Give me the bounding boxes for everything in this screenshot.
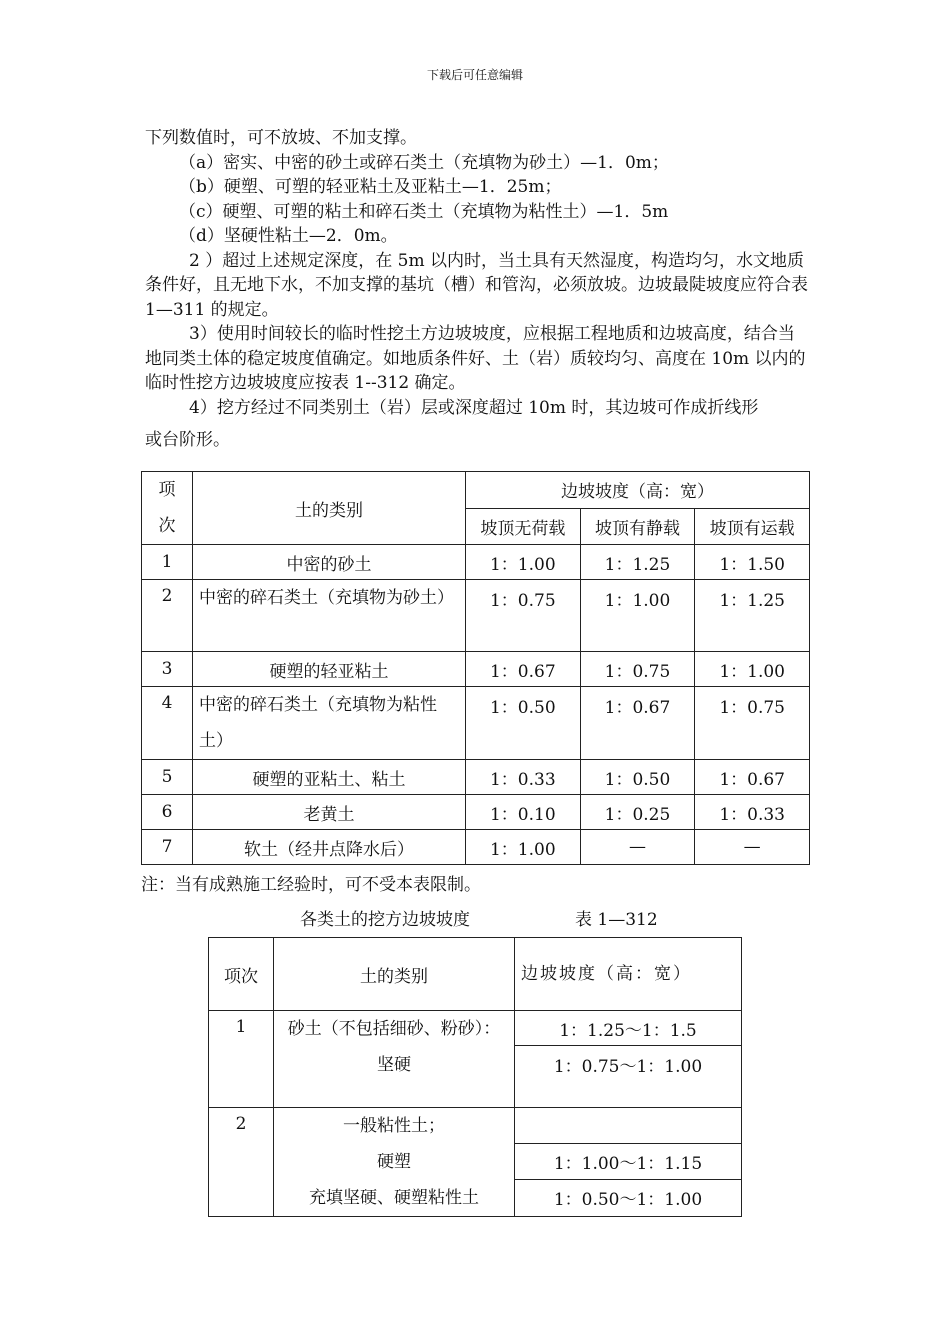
row-v1: 1：0.50: [466, 687, 581, 760]
table1-header-c2: 坡顶有静载: [580, 508, 695, 545]
row-soil: 中密的碎石类土（充填物为砂土）: [193, 580, 466, 652]
item-a: （a）密实、中密的砂土或碎石类土（充填物为砂土）—1．0m；: [179, 152, 669, 173]
row-v2: —: [580, 830, 695, 865]
table-row: [142, 795, 810, 830]
table2-row2-v3: 1：0.50～1：1.00: [515, 1179, 742, 1216]
paragraph-3: 3）使用时间较长的临时性挖土方边坡坡度，应根据工程地质和边坡高度，结合当地同类土体的稳定坡度值确定。如地质条件好、土（岩）质较均匀、高度在 10m 以内的临时性挖方边坡坡度应按表 1--312 确定。: [145, 324, 806, 393]
row-number: 3: [142, 652, 193, 687]
body-text: [145, 126, 810, 453]
table2-row2-number: 2: [209, 1108, 274, 1217]
row-v3: 1：1.50: [695, 545, 810, 580]
paragraph-2: 2 ）超过上述规定深度，在 5m 以内时，当土具有天然湿度，构造均匀，水文地质条件好，且无地下水，不加支撑的基坑（槽）和管沟，必须放坡。边坡最陡坡度应符合表 1—311 的规定。: [145, 250, 808, 320]
table-note: 注：当有成熟施工经验时，可不受本表限制。: [141, 875, 481, 895]
row-v3: 1：1.00: [695, 652, 810, 687]
table2-row2-soil: [274, 1108, 515, 1217]
row-number: 2: [142, 580, 193, 652]
table1-header-item: 项 次: [142, 472, 193, 545]
row-v2: 1：1.25: [580, 545, 695, 580]
row-soil: 硬塑的亚粘土、粘土: [193, 760, 466, 795]
item-b: （b）硬塑、可塑的轻亚粘土及亚粘土—1．25m；: [179, 177, 562, 197]
row-number: 5: [142, 760, 193, 795]
table2-header-item: 项次: [209, 938, 274, 1011]
row-v1: 1：0.33: [466, 760, 581, 795]
soil-line: 硬塑: [377, 1152, 411, 1172]
table-row: [142, 580, 810, 652]
row-soil: 中密的砂土: [193, 545, 466, 580]
table-row: [142, 830, 810, 865]
table1-header-c3: 坡顶有运载: [695, 508, 810, 545]
soil-line: 坚硬: [377, 1055, 411, 1075]
row-number: 4: [142, 687, 193, 760]
paragraph-4-end: 或台阶形。: [145, 430, 230, 450]
table1-header-soil: 土的类别: [193, 472, 466, 545]
soil-line: 砂土（不包括细砂、粉砂）：: [287, 1019, 501, 1039]
soil-line: 一般粘性土；: [343, 1116, 445, 1136]
row-soil: 软土（经井点降水后）: [193, 830, 466, 865]
paragraph-4: 4）挖方经过不同类别土（岩）层或深度超过 10m 时，其边坡可作成折线形: [189, 397, 759, 418]
table2-number: 表 1—312: [575, 910, 658, 930]
row-v2: 1：0.75: [580, 652, 695, 687]
soil-line: 充填坚硬、硬塑粘性土: [309, 1188, 479, 1208]
row-soil: 硬塑的轻亚粘土: [193, 652, 466, 687]
table-row: [142, 545, 810, 580]
table-row: [142, 760, 810, 795]
table-row: [142, 687, 810, 760]
row-v2: 1：0.50: [580, 760, 695, 795]
row-v3: —: [695, 830, 810, 865]
table2-row2-v1: [515, 1108, 742, 1144]
table2-row1-number: 1: [209, 1011, 274, 1108]
row-v3: 1：0.33: [695, 795, 810, 830]
table-row: [142, 652, 810, 687]
page-header: 下载后可任意编辑: [426, 68, 523, 82]
row-soil: 中密的碎石类土（充填物为粘性土）: [193, 687, 466, 760]
slope-table-1: [141, 471, 810, 865]
table2-caption: 各类土的挖方边坡坡度: [300, 910, 470, 930]
row-soil: 老黄土: [193, 795, 466, 830]
item-d: （d）坚硬性粘土—2．0m。: [179, 226, 398, 246]
table2-header-soil: 土的类别: [274, 938, 515, 1011]
table1-header-c1: 坡顶无荷载: [466, 508, 581, 545]
row-v1: 1：1.00: [466, 545, 581, 580]
row-v1: 1：0.67: [466, 652, 581, 687]
table2-row1-soil: [274, 1011, 515, 1108]
row-v1: 1：1.00: [466, 830, 581, 865]
row-number: 7: [142, 830, 193, 865]
row-v3: 1：0.67: [695, 760, 810, 795]
table2-row1-v1: 1：1.25～1：1.5: [515, 1011, 742, 1046]
row-v2: 1：1.00: [580, 580, 695, 652]
row-v3: 1：1.25: [695, 580, 810, 652]
row-number: 1: [142, 545, 193, 580]
item-c: （c）硬塑、可塑的粘土和碎石类土（充填物为粘性土）—1．5m: [179, 201, 669, 222]
table2-header-slope: 边坡坡度（高：宽）: [515, 938, 742, 1011]
table2-row2-v2: 1：1.00～1：1.15: [515, 1143, 742, 1179]
row-number: 6: [142, 795, 193, 830]
table2-row1-v2: 1：0.75～1：1.00: [515, 1046, 742, 1108]
row-v2: 1：0.25: [580, 795, 695, 830]
row-v1: 1：0.10: [466, 795, 581, 830]
table1-header-slope: 边坡坡度（高：宽）: [466, 472, 810, 509]
row-v2: 1：0.67: [580, 687, 695, 760]
row-v1: 1：0.75: [466, 580, 581, 652]
row-v3: 1：0.75: [695, 687, 810, 760]
slope-table-2: [208, 937, 742, 1217]
paragraph-line: 下列数值时，可不放坡、不加支撑。: [145, 128, 417, 148]
